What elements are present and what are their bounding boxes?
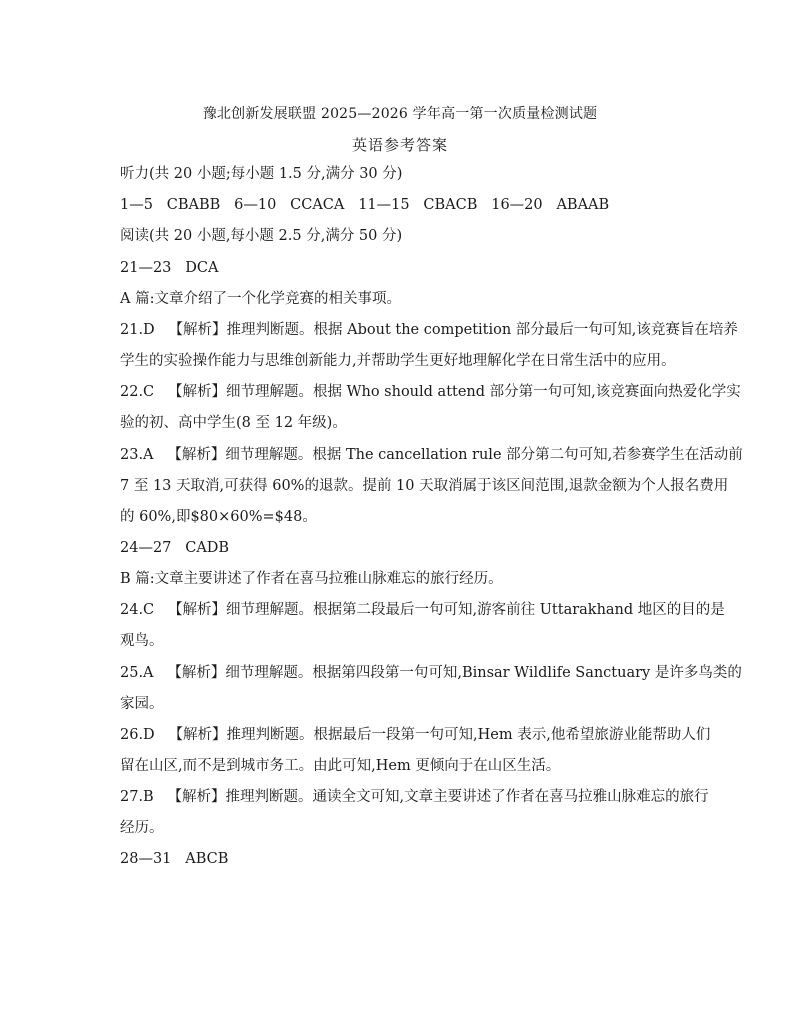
explanation-24: 24.C 【解析】细节理解题。根据第二段最后一句可知,游客前往 Uttarakhand 地区的目的是 — [120, 602, 725, 618]
reading-section-heading: 阅读(共 20 小题,每小题 2.5 分,满分 50 分) — [120, 228, 403, 244]
explanation-27-cont: 经历。 — [120, 820, 164, 836]
explanation-23-cont2: 的 60%,即$80×60%=$48。 — [120, 509, 317, 525]
passage-a-summary: A 篇:文章介绍了一个化学竞赛的相关事项。 — [120, 291, 401, 307]
listening-section-heading: 听力(共 20 小题;每小题 1.5 分,满分 30 分) — [120, 166, 403, 182]
answers-24-27: 24—27 CADB — [120, 540, 230, 556]
passage-b-summary: B 篇:文章主要讲述了作者在喜马拉雅山脉难忘的旅行经历。 — [120, 571, 503, 587]
exam-title: 豫北创新发展联盟 2025—2026 学年高一第一次质量检测试题 — [202, 106, 598, 122]
explanation-24-cont: 观鸟。 — [120, 633, 164, 649]
explanation-23-cont: 7 至 13 天取消,可获得 60%的退款。提前 10 天取消属于该区间范围,退款金额为个人报名费用 — [120, 478, 729, 494]
answer-key-heading: 英语参考答案 — [351, 136, 448, 154]
explanation-22-cont: 验的初、高中学生(8 至 12 年级)。 — [120, 415, 347, 431]
explanation-26: 26.D 【解析】推理判断题。根据最后一段第一句可知,Hem 表示,他希望旅游业能帮助人们 — [120, 727, 711, 743]
explanation-26-cont: 留在山区,而不是到城市务工。由此可知,Hem 更倾向于在山区生活。 — [120, 758, 561, 774]
listening-answers: 1—5 CBABB 6—10 CCACA 11—15 CBACB 16—20 ABAAB — [120, 197, 610, 213]
explanation-23: 23.A 【解析】细节理解题。根据 The cancellation rule 部分第二句可知,若参赛学生在活动前 — [120, 447, 743, 463]
answers-28-31: 28—31 ABCB — [120, 851, 229, 867]
explanation-27: 27.B 【解析】推理判断题。通读全文可知,文章主要讲述了作者在喜马拉雅山脉难忘的旅行 — [120, 789, 709, 805]
explanation-21-cont: 学生的实验操作能力与思维创新能力,并帮助学生更好地理解化学在日常生活中的应用。 — [120, 353, 676, 369]
explanation-21: 21.D 【解析】推理判断题。根据 About the competition 部分最后一句可知,该竞赛旨在培养 — [120, 322, 738, 338]
explanation-25: 25.A 【解析】细节理解题。根据第四段第一句可知,Binsar Wildlife Sanctuary 是许多鸟类的 — [120, 665, 742, 681]
explanation-25-cont: 家园。 — [120, 696, 164, 712]
answers-21-23: 21—23 DCA — [120, 260, 219, 276]
explanation-22: 22.C 【解析】细节理解题。根据 Who should attend 部分第一句可知,该竞赛面向热爱化学实 — [120, 384, 741, 400]
